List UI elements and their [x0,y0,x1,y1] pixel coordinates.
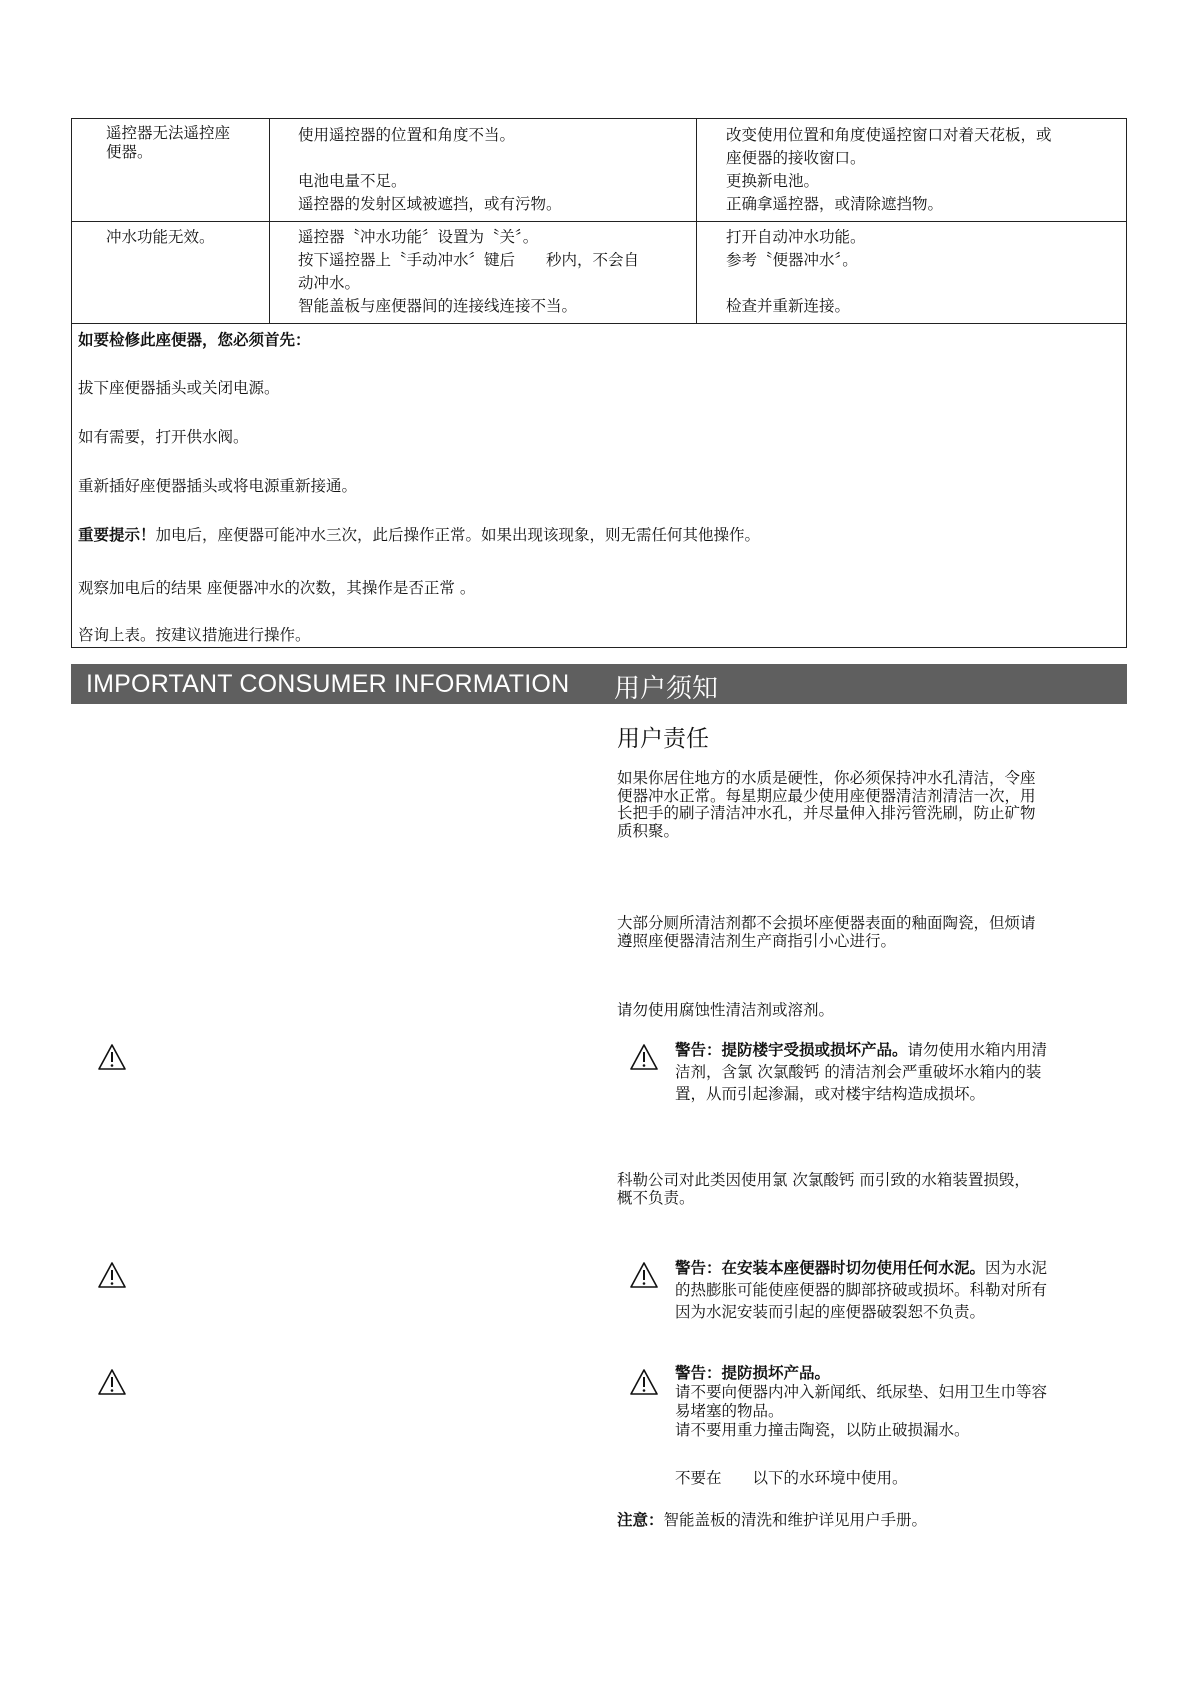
warning-line: 因为水泥 [985,1259,1048,1277]
warning-text [675,1364,1120,1440]
service-step: 拔下座便器插头或关闭电源。 [78,379,280,397]
warning-heading: 警告：提防楼宇受损或损坏产品。 [675,1041,908,1059]
section-title: 用户责任 [617,726,709,752]
paragraph [617,770,1117,840]
service-step: 观察加电后的结果 座便器冲水的次数，其操作是否正常 。 [78,579,476,597]
solution-line: 打开自动冲水功能。 [726,228,866,246]
solution-line: 更换新电池。 [726,172,820,190]
warning-text [675,1039,1120,1105]
paragraph [617,915,1117,950]
problem-cell [106,226,266,249]
paragraph [617,1172,1117,1207]
warning-line: 的热膨胀可能使座便器的脚部挤破或损坏。科勒对所有 [675,1281,1048,1299]
warning-line: 易堵塞的物品。 [675,1402,784,1420]
warning-line: 不要在 以下的水环境中使用。 [675,1469,908,1487]
cause-line: 动冲水。 [298,274,361,292]
problem-line: 便器。 [106,143,153,161]
important-text: 加电后，座便器可能冲水三次，此后操作正常。如果出现该现象，则无需任何其他操作。 [155,526,761,544]
paragraph-line: 便器冲水正常。每星期应最少使用座便器清洁剂清洁一次，用 [617,786,1036,805]
problem-line: 遥控器无法遥控座 [106,124,231,142]
column-divider [696,119,697,323]
problem-cell [106,124,266,162]
cause-line: 电池电量不足。 [298,172,407,190]
row-divider [72,323,1126,324]
cause-line: 按下遥控器上〝手动冲水〞键后 秒内，不会自 [298,251,640,269]
column-divider [269,119,270,323]
solution-cell [726,124,1126,216]
cause-cell [298,226,693,318]
cause-line: 遥控器〝冲水功能〞设置为〝关〞。 [298,228,539,246]
warning-line: 洁剂，含氯 次氯酸钙 的清洁剂会严重破坏水箱内的装 [675,1063,1042,1081]
important-label: 重要提示！ [78,526,156,544]
important-note [78,524,760,546]
row-divider [72,221,1126,222]
service-heading: 如要检修此座便器，您必须首先： [78,331,311,349]
service-step: 如有需要，打开供水阀。 [78,428,249,446]
paragraph-line: 遵照座便器清洁剂生产商指引小心进行。 [617,931,897,950]
note [617,1512,1117,1530]
warning-icon [629,1043,659,1071]
paragraph-line: 大部分厕所清洁剂都不会损坏座便器表面的釉面陶瓷，但烦请 [617,914,1036,932]
warning-line: 请勿使用水箱内用清 [907,1041,1048,1059]
solution-line: 改变使用位置和角度使遥控窗口对着天花板，或 [726,126,1052,144]
banner-title-cn: 用户须知 [614,674,719,704]
solution-cell [726,226,1126,318]
note-text: 智能盖板的清洗和维护详见用户手册。 [663,1511,928,1529]
warning-text [675,1257,1120,1323]
banner-title-en: IMPORTANT CONSUMER INFORMATION [86,670,570,698]
warning-line: 因为水泥安装而引起的座便器破裂恕不负责。 [675,1303,986,1321]
solution-line: 座便器的接收窗口。 [726,149,866,167]
paragraph-line: 长把手的刷子清洁冲水孔，并尽量伸入排污管洗刷，防止矿物 [617,804,1036,822]
warning-icon [629,1368,659,1396]
warning-heading: 警告：提防损坏产品。 [675,1364,831,1382]
warning-icon [97,1368,127,1396]
warning-line: 请不要用重力撞击陶瓷，以防止破损漏水。 [675,1421,970,1439]
troubleshooting-table [71,118,1127,648]
service-step: 重新插好座便器插头或将电源重新接通。 [78,477,358,495]
paragraph: 请勿使用腐蚀性清洁剂或溶剂。 [617,1001,835,1019]
section-banner [71,664,1127,704]
warning-icon [97,1261,127,1289]
paragraph-line: 概不负责。 [617,1188,695,1207]
warning-heading: 警告：在安装本座便器时切勿使用任何水泥。 [675,1259,986,1277]
paragraph-line: 如果你居住地方的水质是硬性，你必须保持冲水孔清洁，令座 [617,769,1036,787]
paragraph-line: 科勒公司对此类因使用氯 次氯酸钙 而引致的水箱装置损毁， [617,1171,1030,1189]
solution-line: 参考〝便器冲水〞。 [726,251,858,269]
warning-line: 置，从而引起渗漏，或对楼宇结构造成损坏。 [675,1085,986,1103]
cause-line: 智能盖板与座便器间的连接线连接不当。 [298,297,578,315]
solution-line: 正确拿遥控器，或清除遮挡物。 [726,195,944,213]
cause-cell [298,124,693,216]
cause-line: 遥控器的发射区域被遮挡，或有污物。 [298,195,562,213]
warning-icon [629,1261,659,1289]
warning-icon [97,1043,127,1071]
paragraph-line: 质积聚。 [617,821,680,840]
warning-line: 请不要向便器内冲入新闻纸、纸尿垫、妇用卫生巾等容 [675,1383,1048,1401]
cause-line: 使用遥控器的位置和角度不当。 [298,126,516,144]
service-step: 咨询上表。按建议措施进行操作。 [78,626,311,644]
solution-line: 检查并重新连接。 [726,297,851,315]
note-label: 注意： [617,1511,664,1529]
problem-line: 冲水功能无效。 [106,228,215,246]
